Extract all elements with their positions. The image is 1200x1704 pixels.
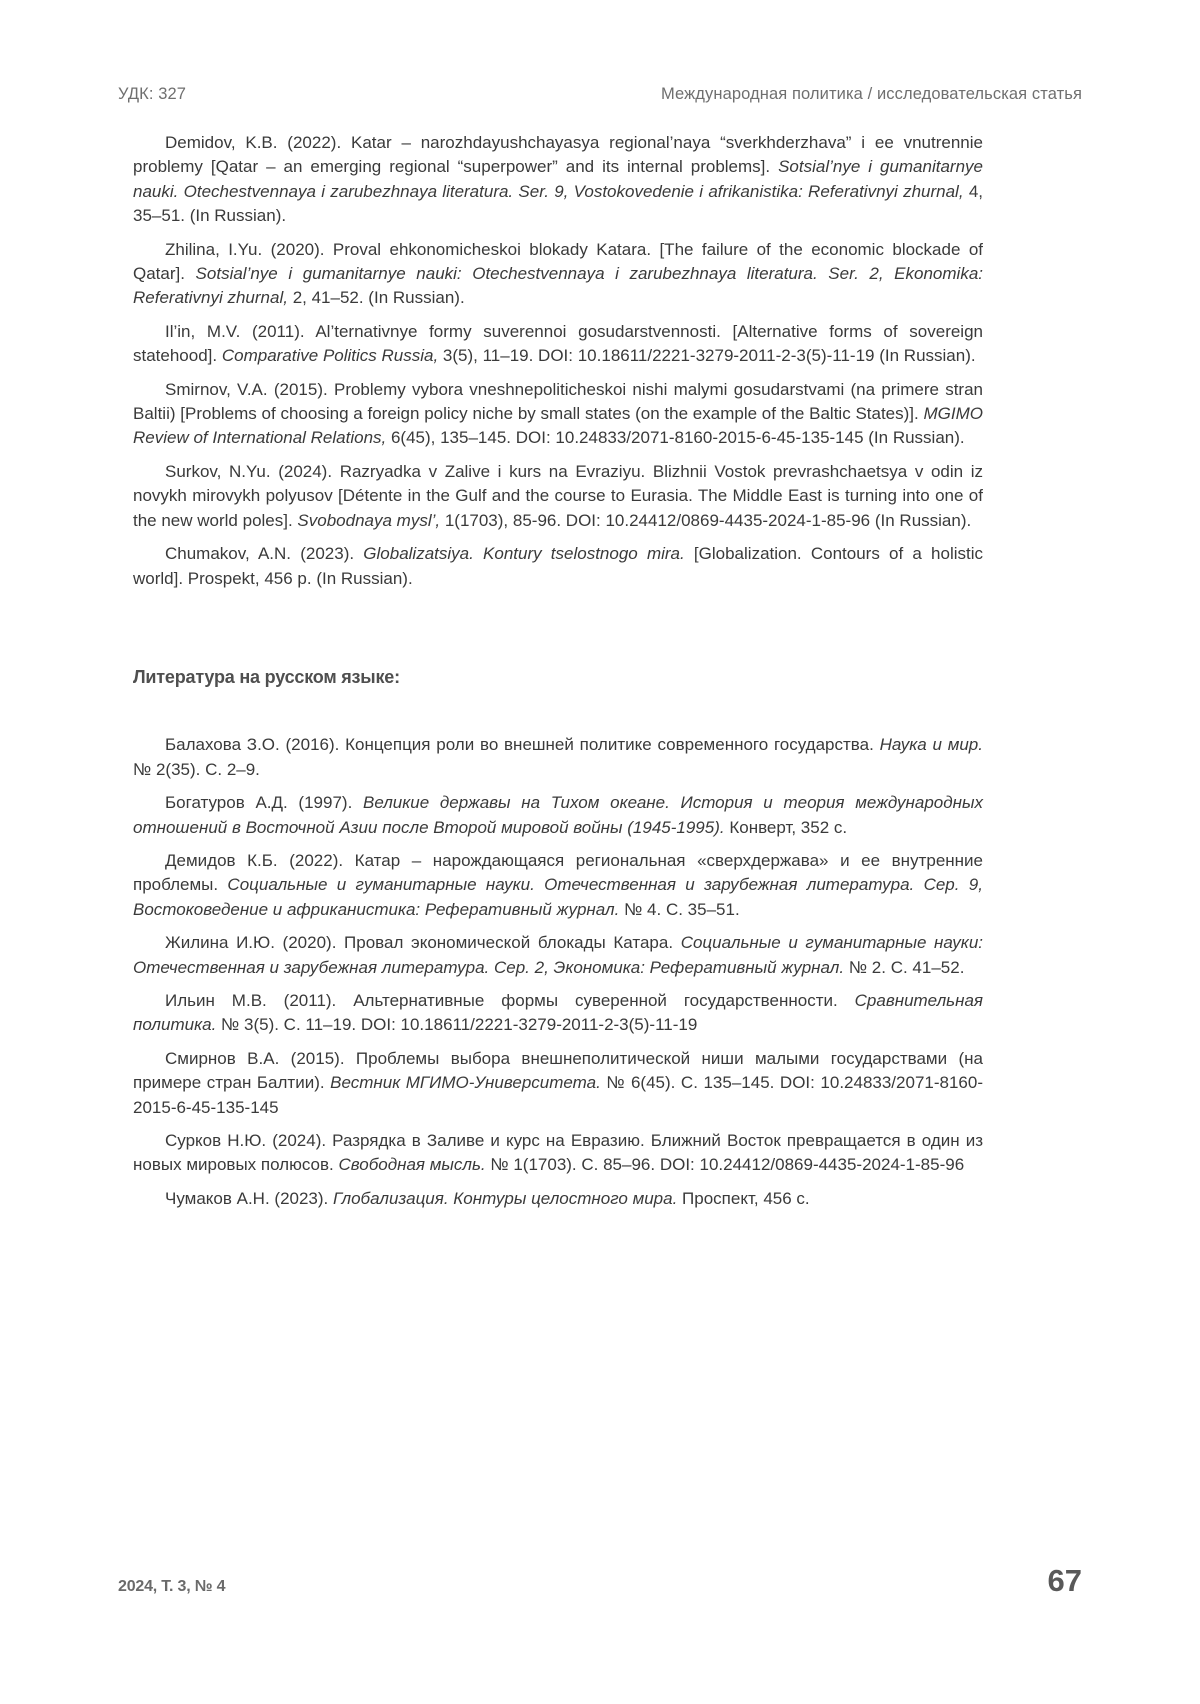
reference-entry-russian-4: Жилина И.Ю. (2020). Провал экономической блокады Катара. Социальные и гуманитарные науки: Отечественная и зарубежная литература. Сер. 2, Экономика: Реферативный журнал. № 2. С. 41–52. (133, 933, 983, 977)
reference-entry-latin-3: Il’in, M.V. (2011). Al’ternativnye formy suverennoi gosudarstvennosti. [Alternative forms of sovereign statehood]. Comparative Politics Russia, 3(5), 11–19. DOI: 10.18611/2221-3279-2011-2-3(5)-11-19 (In Russian). (133, 321, 983, 366)
reference-entry-russian-7: Сурков Н.Ю. (2024). Разрядка в Заливе и курс на Евразию. Ближний Восток превращается в один из новых мировых полюсов. Свободная мысль. № 1(1703). С. 85–96. DOI: 10.24412/0869-4435-2024-1-85-96 (133, 1131, 983, 1175)
reference-entry-latin-2: Zhilina, I.Yu. (2020). Proval ehkonomicheskoi blokady Katara. [The failure of the economic blockade of Qatar]. Sotsial’nye i gumanitarnye nauki: Otechestvennaya i zarubezhnaya literatura. Ser. 2, Ekonomika: Referativnyi zhurnal, 2, 41–52. (In Russian). (133, 239, 984, 308)
reference-entry-latin-6: Chumakov, A.N. (2023). Globalizatsiya. Kontury tselostnogo mira. [Globalization. Contours of a holistic world]. Prospekt, 456 p. (In Russian). (133, 544, 983, 588)
reference-entry-latin-4: Smirnov, V.A. (2015). Problemy vybora vneshnepoliticheskoi nishi malymi gosudarstvami (na primere stran Baltii) [Problems of choosing a foreign policy niche by small states (on the example of the Baltic States)]. MGIMO Review of International Relations, 6(45), 135–145. DOI: 10.24833/2071-8160-2015-6-45-135-145 (In Russian). (133, 379, 983, 448)
header-section-label: Международная политика / исследовательская статья (661, 85, 1082, 103)
references-block (133, 131, 983, 1220)
issue-info: 2024, Т. 3, № 4 (118, 1578, 226, 1595)
reference-entry-russian-6: Смирнов В.А. (2015). Проблемы выбора внешнеполитической ниши малыми государствами (на примере стран Балтии). Вестник МГИМО-Университета. № 6(45). С. 135–145. DOI: 10.24833/2071-8160-2015-6-45-135-145 (133, 1048, 983, 1117)
reference-entry-russian-5: Ильин М.В. (2011). Альтернативные формы суверенной государственности. Сравнительная политика. № 3(5). С. 11–19. DOI: 10.18611/2221-3279-2011-2-3(5)-11-19 (133, 990, 983, 1035)
page-footer (118, 1563, 1082, 1599)
reference-entry-latin-5: Surkov, N.Yu. (2024). Razryadka v Zalive i kurs na Evraziyu. Blizhnii Vostok prevrashchaetsya v odin iz novykh mirovykh polyusov [Détente in the Gulf and the course to Eurasia. The Middle East is turning into one of the new world poles]. Svobodnaya mysl’, 1(1703), 85-96. DOI: 10.24412/0869-4435-2024-1-85-96 (In Russian). (133, 461, 983, 530)
reference-entry-russian-3: Демидов К.Б. (2022). Катар – нарождающаяся региональная «сверхдержава» и ее внутренние проблемы. Социальные и гуманитарные науки. Отечественная и зарубежная литература. Сер. 9, Востоковедение и африканистика: Реферативный журнал. № 4. С. 35–51. (133, 850, 983, 919)
udk-code: УДК: 327 (118, 85, 187, 103)
reference-entry-russian-1: Балахова З.О. (2016). Концепция роли во внешней политике современного государства. Наука и мир. № 2(35). С. 2–9. (133, 735, 983, 779)
reference-entry-russian-8: Чумаков А.Н. (2023). Глобализация. Контуры целостного мира. Проспект, 456 с. (165, 1188, 810, 1208)
reference-entry-russian-2: Богатуров А.Д. (1997). Великие державы на Тихом океане. История и теория международных отношений в Восточной Азии после Второй мировой войны (1945-1995). Конверт, 352 с. (133, 793, 983, 837)
page-header (118, 85, 1082, 104)
page-number: 67 (1047, 1563, 1082, 1598)
reference-entry-latin-1: Demidov, K.B. (2022). Katar – narozhdayushchayasya regional’naya “sverkhderzhava” i ee vnutrennie problemy [Qatar – an emerging regional “superpower” and its internal problems]. Sotsial’nye i gumanitarnye nauki. Otechestvennaya i zarubezhnaya literatura. Ser. 9, Vostokovedenie i afrikanistika: Referativnyi zhurnal, 4, 35–51. (In Russian). (133, 133, 984, 226)
russian-references-heading: Литература на русском языке: (133, 666, 400, 687)
